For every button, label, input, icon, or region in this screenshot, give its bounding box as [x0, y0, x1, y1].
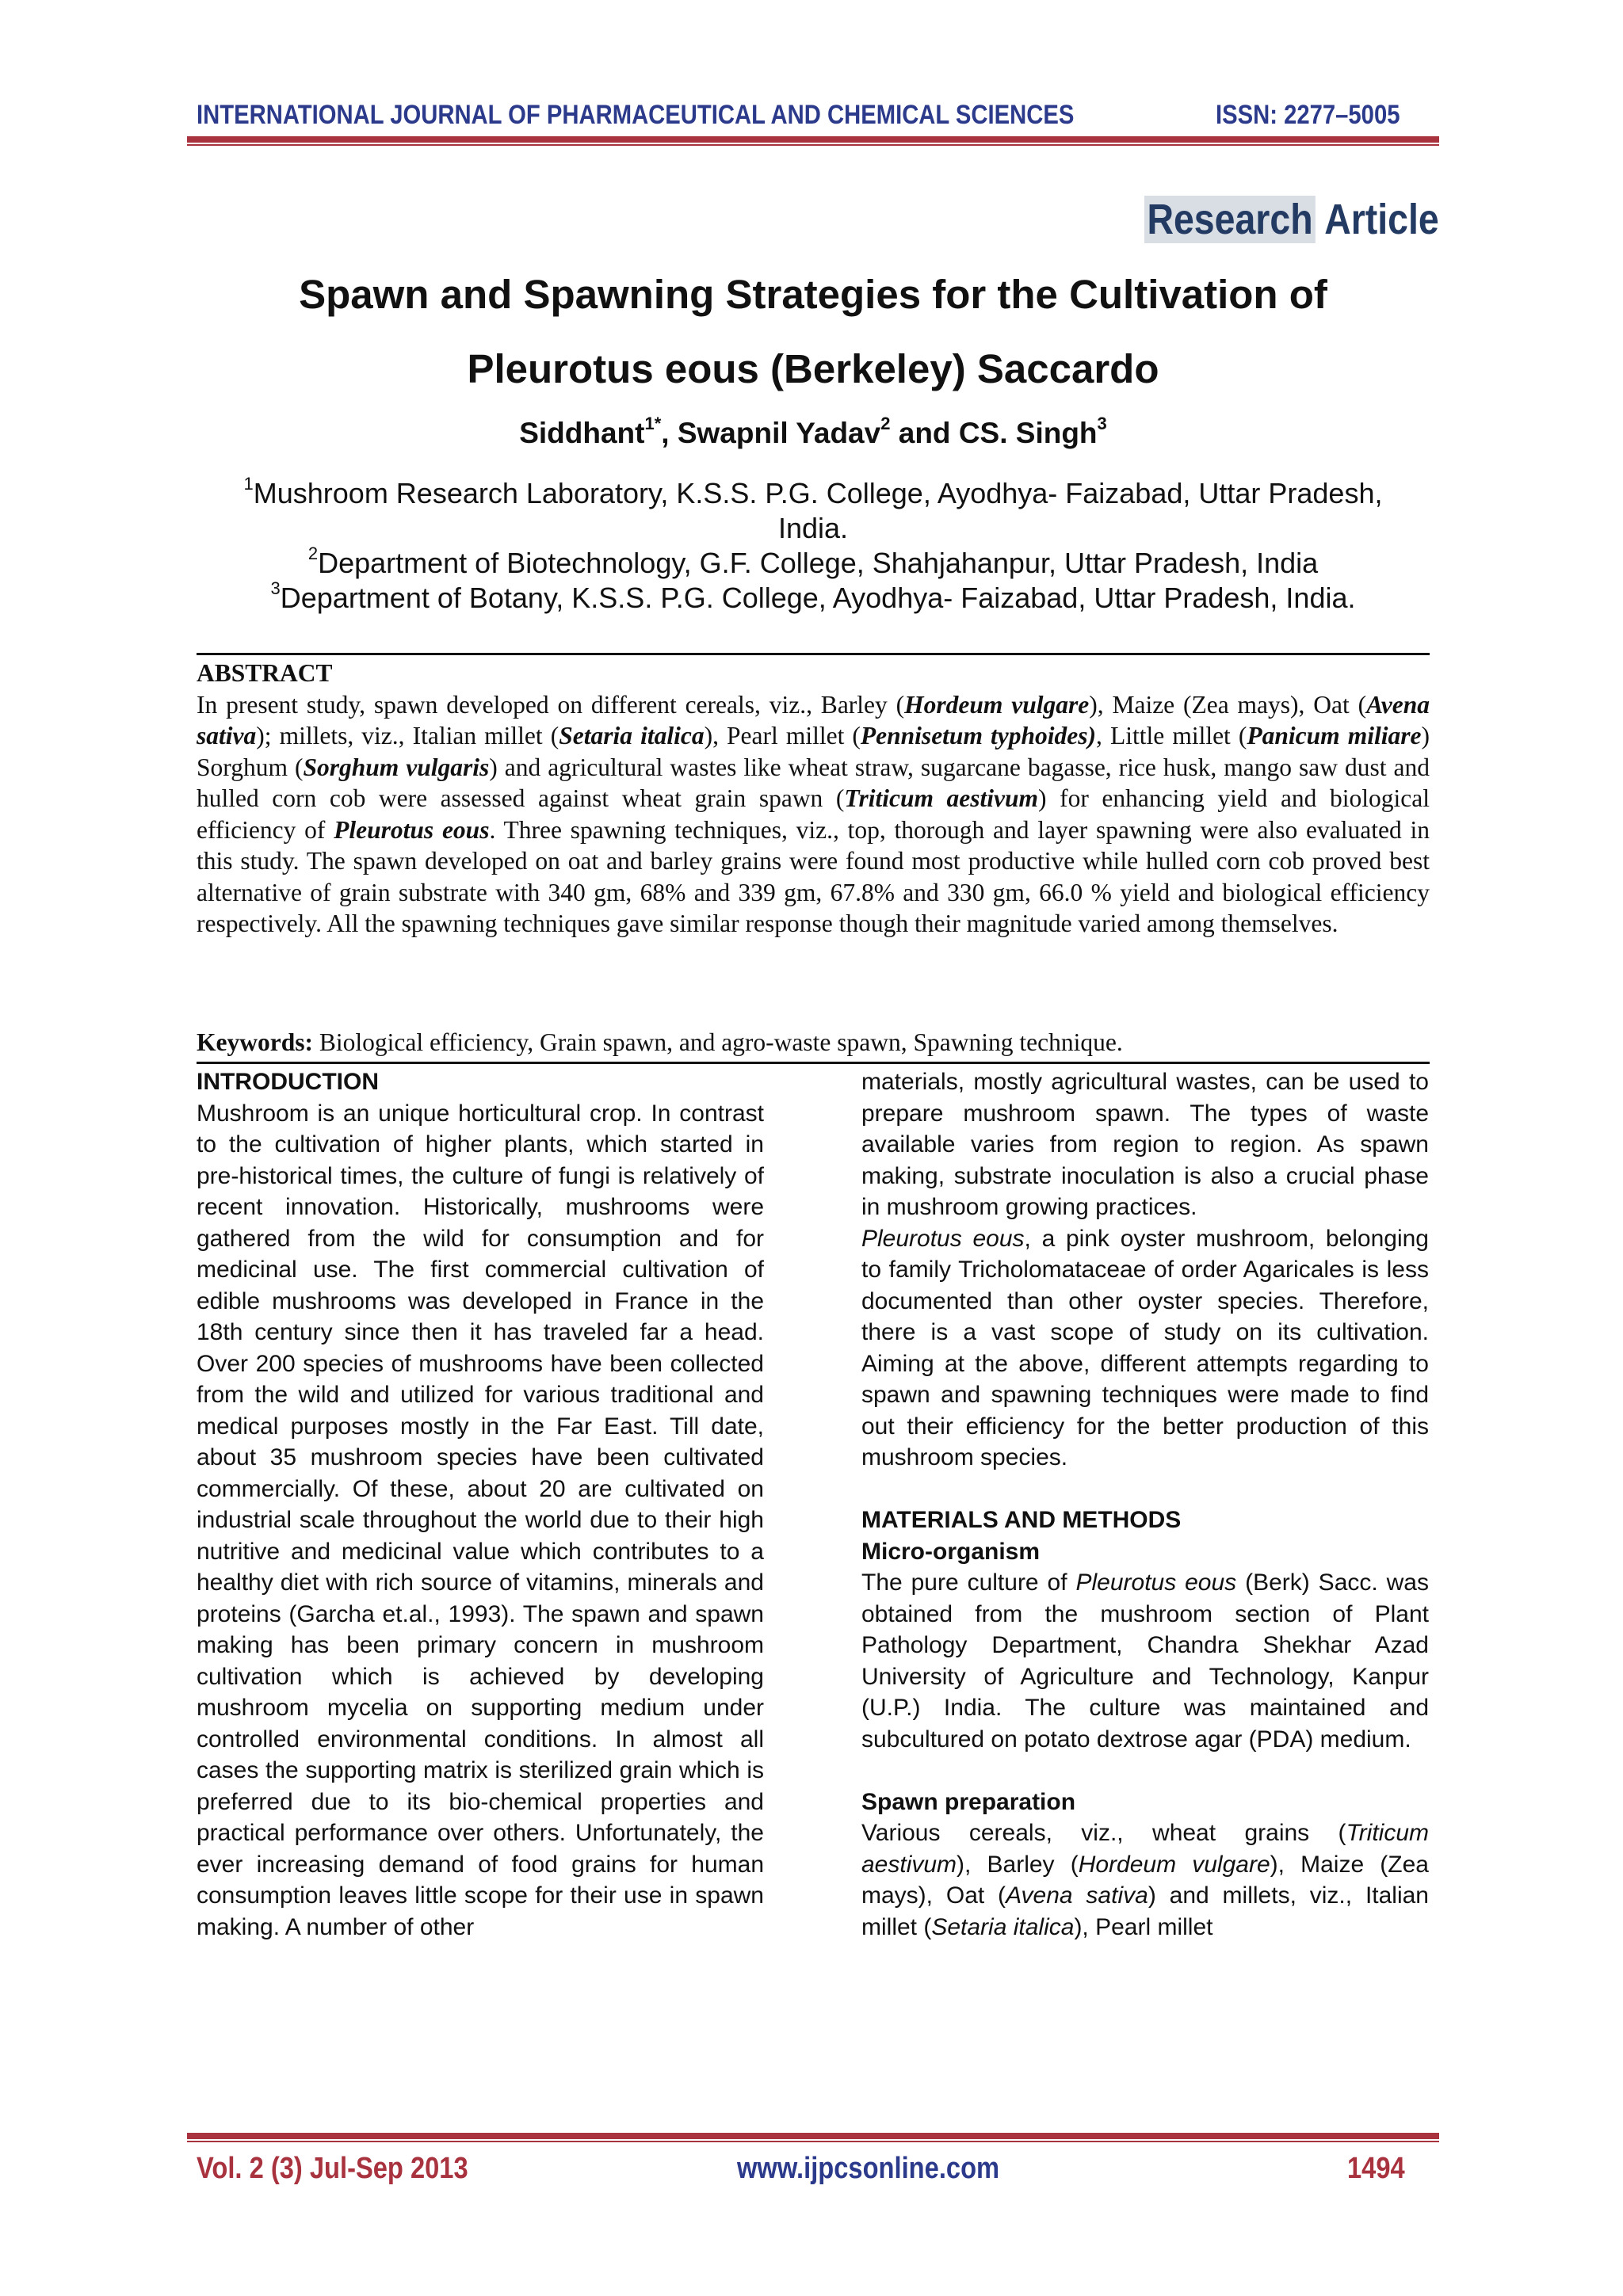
author-sup: 1*: [644, 414, 662, 433]
author-separator: ,: [661, 417, 678, 449]
introduction-paragraph: Mushroom is an unique horticultural crop. In contrast to the cultivation of higher plants, which started in pre-historical times, the culture of fungi is relatively of recent innovation. Historically, mushrooms were gathered from the wild for consumption and for medicinal use. The first commercial cultivation of edible mushrooms was developed in France in the 18th century since then it has traveled far a head. Over 200 species of mushrooms have been collected from the wild and utilized for various traditional and medical purposes mostly in the Far East. Till date, about 35 mushroom species have been cultivated commercially. Of these, about 20 are cultivated on industrial scale throughout the world due to their high nutritive and medicinal value which contributes to a healthy diet with rich source of vitamins, minerals and proteins (Garcha et.al., 1993). The spawn and spawn making has been primary concern in mushroom cultivation which is achieved by developing mushroom mycelia on supporting medium under controlled environmental conditions. In almost all cases the supporting matrix is sterilized grain which is preferred due to its bio-chemical properties and practical performance over others. Unfortunately, the ever increasing demand of food grains for human consumption leaves little scope for their use in spawn making. A number of other: [197, 1100, 764, 1940]
affiliation-2: [187, 543, 1439, 580]
right-column: [861, 1066, 1429, 1943]
species-name: Triticum aestivum: [844, 784, 1039, 812]
paragraph-text: Various cereals, viz., wheat grains (: [861, 1820, 1346, 1846]
abstract-heading: ABSTRACT: [197, 659, 333, 687]
paragraph-text: ), Maize (Zea mays), Oat (: [861, 1851, 1429, 1909]
abstract-text: ); millets, viz., Italian millet (: [256, 722, 559, 749]
spawn-preparation-paragraph: [861, 1817, 1429, 1943]
intro-continued-paragraph: materials, mostly agricultural wastes, can be used to prepare mushroom spawn. The types of waste available varies from region to region. As spawn making, substrate inoculation is also a crucial phase in mushroom growing practices.: [861, 1069, 1429, 1220]
species-name: Avena sativa: [1006, 1882, 1148, 1909]
keywords-label: Keywords:: [197, 1028, 313, 1056]
species-name: Panicum miliare: [1247, 722, 1422, 749]
affiliation-3: [187, 578, 1439, 615]
author-name: Siddhant: [519, 417, 645, 449]
badge-word-article: Article: [1324, 196, 1439, 243]
paragraph-text: ), Barley (: [957, 1851, 1079, 1878]
journal-name: INTERNATIONAL JOURNAL OF PHARMACEUTICAL AND CHEMICAL SCIENCES: [197, 100, 1075, 130]
footer-website-link[interactable]: www.ijpcsonline.com: [737, 2152, 1000, 2185]
species-name: Pleurotus eous: [861, 1225, 1025, 1252]
abstract: [197, 658, 1430, 940]
issn: ISSN: 2277–5005: [1216, 100, 1400, 130]
paragraph-text: ), Pearl millet: [1074, 1913, 1213, 1940]
abstract-text: ), Maize (Zea mays), Oat (: [1089, 690, 1367, 719]
footer-rule: [187, 2133, 1439, 2139]
badge-word-research: Research: [1144, 196, 1316, 243]
spacer: [861, 1474, 1429, 1505]
keywords: [197, 1028, 1430, 1057]
introduction-heading: INTRODUCTION: [197, 1069, 379, 1095]
footer-volume: Vol. 2 (3) Jul-Sep 2013: [197, 2152, 468, 2185]
abstract-text: . Three spawning techniques, viz., top, thorough and layer spawning were also evaluated in this study. The spawn developed on oat and barley grains were found most productive while hulled corn cob proved best alternative of grain substrate with 340 gm, 68% and 339 gm, 67.8% and 330 gm, 66.0 % yield and biological efficiency respectively. All the spawning techniques gave similar response though their magnitude varied among themselves.: [197, 815, 1430, 937]
author-list: [187, 414, 1439, 450]
species-name: Avena sativa: [197, 690, 1430, 749]
abstract-top-rule: [197, 653, 1430, 655]
affiliation-1-cont: India.: [777, 512, 849, 544]
micro-organism-heading: Micro-organism: [861, 1538, 1041, 1565]
abstract-text: , Little millet (: [1096, 722, 1247, 749]
author-name: Swapnil Yadav: [677, 417, 881, 449]
article-type-badge: [1144, 195, 1439, 244]
footer-rule-thin: [187, 2141, 1439, 2142]
affiliation-text: Mushroom Research Laboratory, K.S.S. P.G. College, Ayodhya- Faizabad, Uttar Pradesh,: [253, 477, 1383, 509]
abstract-text: ), Pearl millet (: [704, 722, 861, 749]
header-rule-thin: [187, 144, 1439, 146]
affiliation-sup: 1: [243, 474, 254, 494]
species-name: Triticum aestivum: [861, 1820, 1429, 1878]
author-separator: and: [890, 417, 959, 449]
affiliation-text: Department of Botany, K.S.S. P.G. College, Ayodhya- Faizabad, Uttar Pradesh, India.: [280, 582, 1356, 614]
affiliation-sup: 3: [270, 578, 281, 598]
paragraph-text: , a pink oyster mushroom, belonging to family Tricholomataceae of order Agaricales is less documented than other oyster species. Therefore, there is a vast scope of study on its cultivation. Aiming at the above, different attempts regarding to spawn and spawning techniques were made to find out their efficiency for the better production of this mushroom species.: [861, 1225, 1429, 1470]
abstract-text: ) for enhancing yield and biological efficiency of: [197, 784, 1430, 844]
keywords-text: Biological efficiency, Grain spawn, and agro-waste spawn, Spawning technique.: [312, 1028, 1123, 1056]
paper-title-line-1: Spawn and Spawning Strategies for the Cultivation of: [299, 272, 1327, 317]
affiliation-sup: 2: [307, 543, 319, 563]
abstract-text: ) and agricultural wastes like wheat straw, sugarcane bagasse, rice husk, mango saw dust and hulled corn cob were assessed against wheat grain spawn (: [197, 753, 1430, 812]
author-sup: 2: [880, 414, 891, 433]
species-name: Hordeum vulgare: [904, 690, 1090, 719]
paragraph-text: The pure culture of: [861, 1569, 1076, 1596]
abstract-text: ) Sorghum (: [197, 722, 1430, 781]
micro-organism-paragraph: [861, 1567, 1429, 1755]
spawn-preparation-heading: Spawn preparation: [861, 1788, 1076, 1815]
affiliation-text: Department of Biotechnology, G.F. College, Shahjahanpur, Uttar Pradesh, India: [318, 547, 1319, 579]
paragraph-text: (Berk) Sacc. was obtained from the mushroom section of Plant Pathology Department, Chandra Shekhar Azad University of Agriculture and Technology, Kanpur (U.P.) India. The culture was maintained and subcultured on potato dextrose agar (PDA) medium.: [861, 1569, 1429, 1753]
keywords-rule: [197, 1062, 1430, 1064]
species-name: Sorghum vulgaris: [303, 753, 490, 781]
species-name: Pleurotus eous: [1075, 1569, 1237, 1596]
page-number: 1494: [1347, 2152, 1405, 2185]
species-name: Pleurotus eous: [334, 815, 490, 844]
species-name: Pennisetum typhoides): [860, 722, 1097, 749]
species-name: Hordeum vulgare: [1078, 1851, 1270, 1878]
left-column: [197, 1066, 764, 1943]
species-paragraph: [861, 1223, 1429, 1474]
author-sup: 3: [1097, 414, 1107, 433]
methods-heading: MATERIALS AND METHODS: [861, 1507, 1182, 1533]
species-name: Setaria italica: [931, 1913, 1075, 1940]
affiliation-1: [187, 474, 1439, 510]
abstract-text: In present study, spawn developed on different cereals, viz., Barley (: [197, 690, 905, 719]
author-name: CS. Singh: [958, 417, 1098, 449]
paper-title-line-2: Pleurotus eous (Berkeley) Saccardo: [467, 346, 1159, 391]
spacer: [861, 1755, 1429, 1787]
species-name: Setaria italica: [559, 722, 705, 749]
header-rule: [187, 136, 1439, 143]
paragraph-text: ) and millets, viz., Italian millet (: [861, 1882, 1429, 1940]
